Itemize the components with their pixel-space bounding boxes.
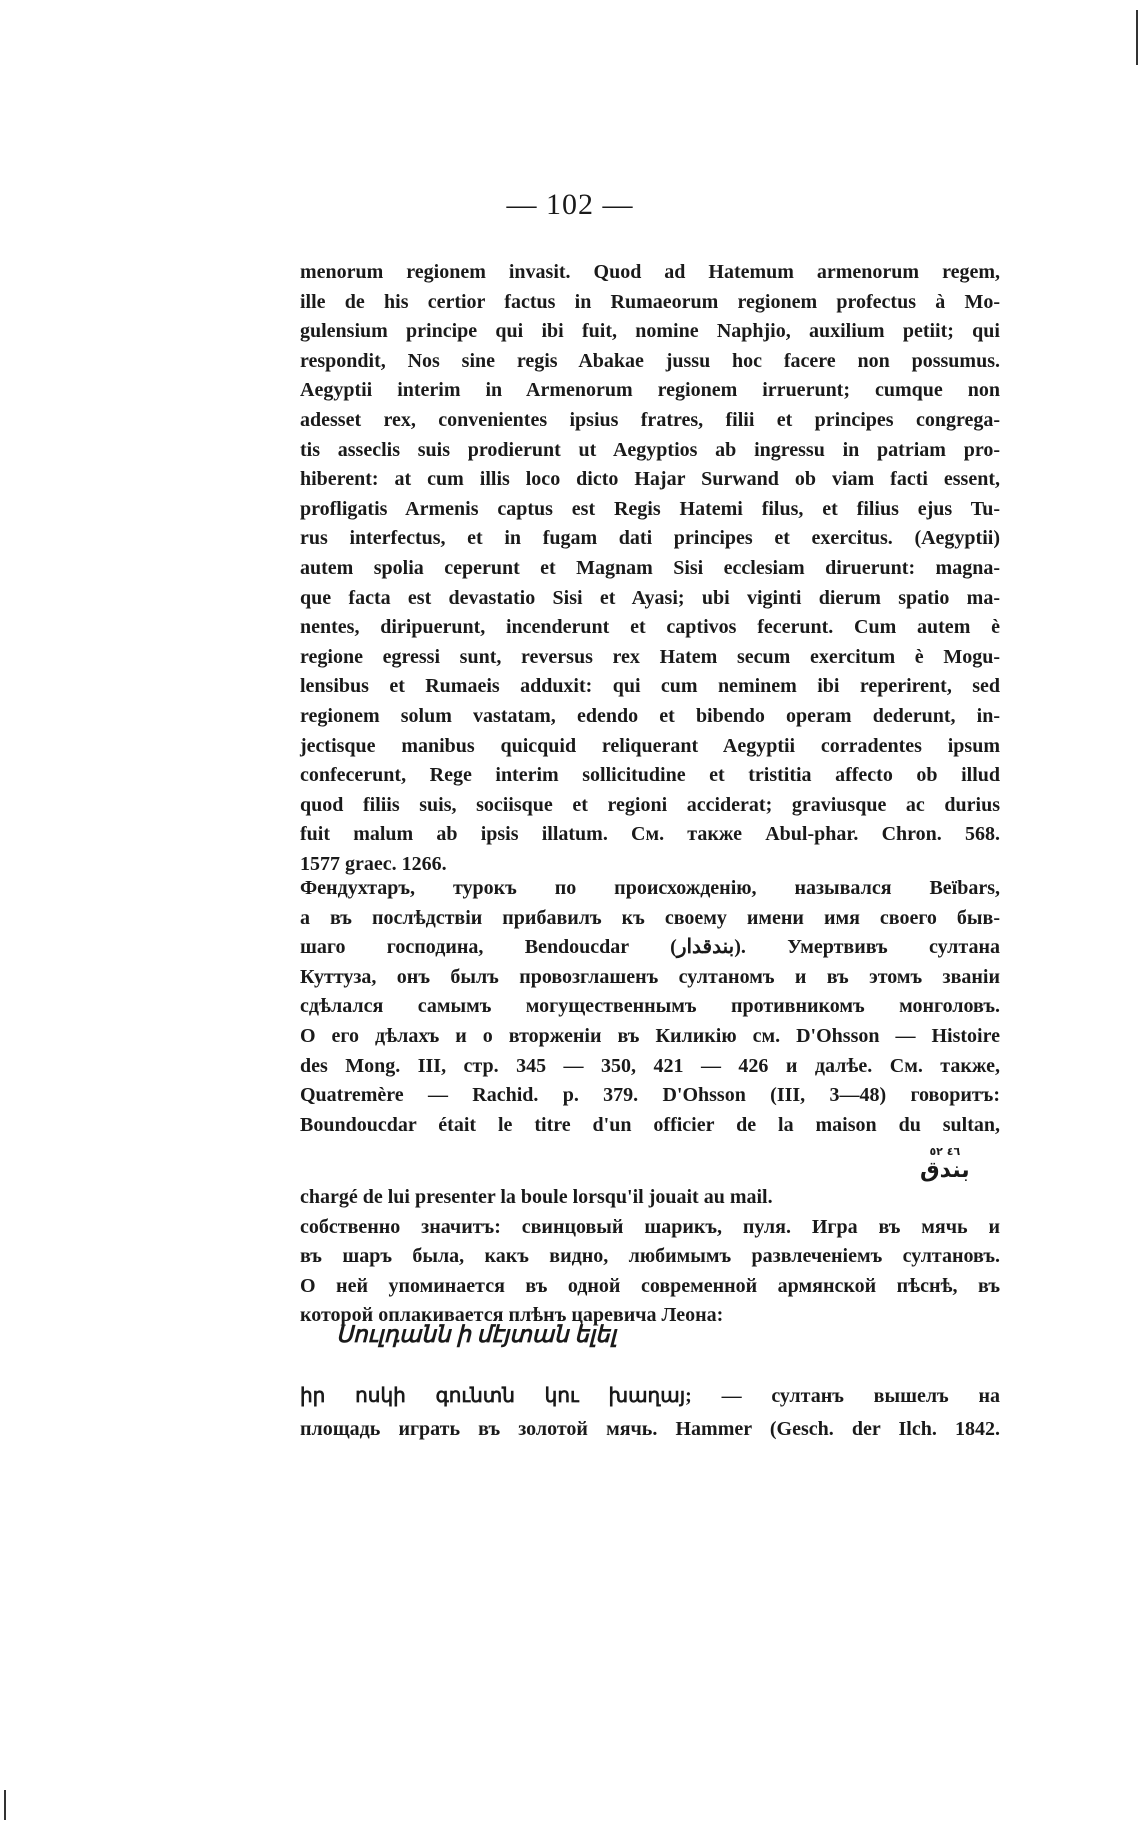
scan-edge-mark	[4, 1790, 6, 1820]
text-line: Boundoucdar était le titre d'un officier de la maison du sultan,	[300, 1113, 1000, 1136]
text-line: которой оплакивается плѣнъ царевича Леона:	[300, 1304, 724, 1327]
text-line: Quatremère — Rachid. p. 379. D'Ohsson (III, 3—48) говоритъ:	[300, 1084, 1000, 1107]
text-line: собственно значитъ: свинцовый шарикъ, пуля. Игра въ мячь и	[300, 1215, 1000, 1238]
arabic-word: بندق	[920, 1158, 970, 1183]
text-line: Фендухтаръ, турокъ по происхожденію, назывался Beïbars,	[300, 877, 1000, 899]
text-line: respondit, Nos sine regis Abakae jussu hoc facere non possumus.	[300, 349, 1000, 372]
latin-paragraph	[300, 258, 1000, 879]
text-line: tis asseclis suis prodierunt ut Aegyptios ab ingressu in patriam pro-	[300, 438, 1000, 461]
text-line: quod filiis suis, sociisque et regioni acciderat; graviusque ac durius	[300, 793, 1000, 816]
text-line: adesset rex, convenientes ipsius fratres, filii et principes congrega-	[300, 408, 1000, 431]
text-line: իր ոսկի գունտն կու խաղայ; — султанъ вышелъ на	[300, 1385, 1000, 1407]
text-line: 1577 graec. 1266.	[300, 852, 447, 875]
verse-translation	[300, 1380, 1000, 1446]
text-line: Куттуза, онъ былъ провозглашенъ султаномъ и въ этомъ званіи	[300, 965, 1000, 988]
text-line: О ней упоминается въ одной современной армянской пѣснѣ, въ	[300, 1274, 1000, 1297]
arabic-digits: ٤٦ ٥٢	[929, 1145, 961, 1158]
text-line: autem spolia ceperunt et Magnam Sisi ecclesiam diruerunt: magna-	[300, 556, 1000, 579]
text-line: rus interfectus, et in fugam dati principes et exercitus. (Aegyptii)	[300, 527, 1000, 550]
scan-edge-mark	[1136, 10, 1138, 65]
text-line: hiberent: at cum illis loco dicto Hajar Surwand ob viam facti essent,	[300, 468, 1000, 491]
text-line: gulensium principe qui ibi fuit, nomine Naphjio, auxilium petiit; qui	[300, 320, 1000, 343]
text-line: nentes, diripuerunt, incenderunt et captivos fecerunt. Cum autem è	[300, 616, 1000, 639]
text-line: des Mong. III, стр. 345 — 350, 421 — 426 и далѣе. См. также,	[300, 1054, 1000, 1077]
russian-paragraph-continued	[300, 1183, 1000, 1331]
page-number: — 102 —	[506, 188, 634, 221]
text-line: въ шаръ была, какъ видно, любимымъ развлеченіемъ султановъ.	[300, 1245, 1000, 1268]
arabic-annotation	[920, 1146, 970, 1183]
text-line: а въ послѣдствіи прибавилъ къ своему имени имя своего быв-	[300, 906, 1000, 929]
text-line: сдѣлался самымъ могущественнымъ противникомъ монголовъ.	[300, 995, 1000, 1018]
text-line: ille de his certior factus in Rumaeorum regionem profectus à Mo-	[300, 290, 1000, 313]
armenian-verse-line: Սուլդանն ի մէյտան ելել	[336, 1322, 616, 1347]
text-line: lensibus et Rumaeis adduxit: qui cum neminem ibi reperirent, sed	[300, 675, 1000, 698]
text-line: площадь играть въ золотой мячь. Hammer (Gesch. der Ilch. 1842.	[300, 1418, 1000, 1440]
text-line: jectisque manibus quicquid reliquerant Aegyptii corradentes ipsum	[300, 734, 1000, 757]
text-line: chargé de lui presenter la boule lorsqu'il jouait au mail.	[300, 1186, 773, 1208]
text-line: О его дѣлахъ и о вторженіи въ Киликію см. D'Ohsson — Histoire	[300, 1024, 1000, 1047]
text-line: regione egressi sunt, reversus rex Hatem secum exercitum è Mogu-	[300, 645, 1000, 668]
text-line: confecerunt, Rege interim sollicitudine et tristitia affecto ob illud	[300, 764, 1000, 787]
text-line: que facta est devastatio Sisi et Ayasi; ubi viginti dierum spatio ma-	[300, 586, 1000, 609]
text-line: menorum regionem invasit. Quod ad Hatemum armenorum regem,	[300, 261, 1000, 283]
text-line: fuit malum ab ipsis illatum. См. также Abul-phar. Chron. 568.	[300, 823, 1000, 846]
text-line: profligatis Armenis captus est Regis Hatemi filus, et filius ejus Tu-	[300, 497, 1000, 520]
russian-paragraph	[300, 874, 1000, 1140]
text-line: шаго господина, Bendoucdar (بندقدار). Умертвивъ султана	[300, 936, 1000, 959]
text-line: Aegyptii interim in Armenorum regionem irruerunt; cumque non	[300, 379, 1000, 402]
text-line: regionem solum vastatam, edendo et bibendo operam dederunt, in-	[300, 704, 1000, 727]
